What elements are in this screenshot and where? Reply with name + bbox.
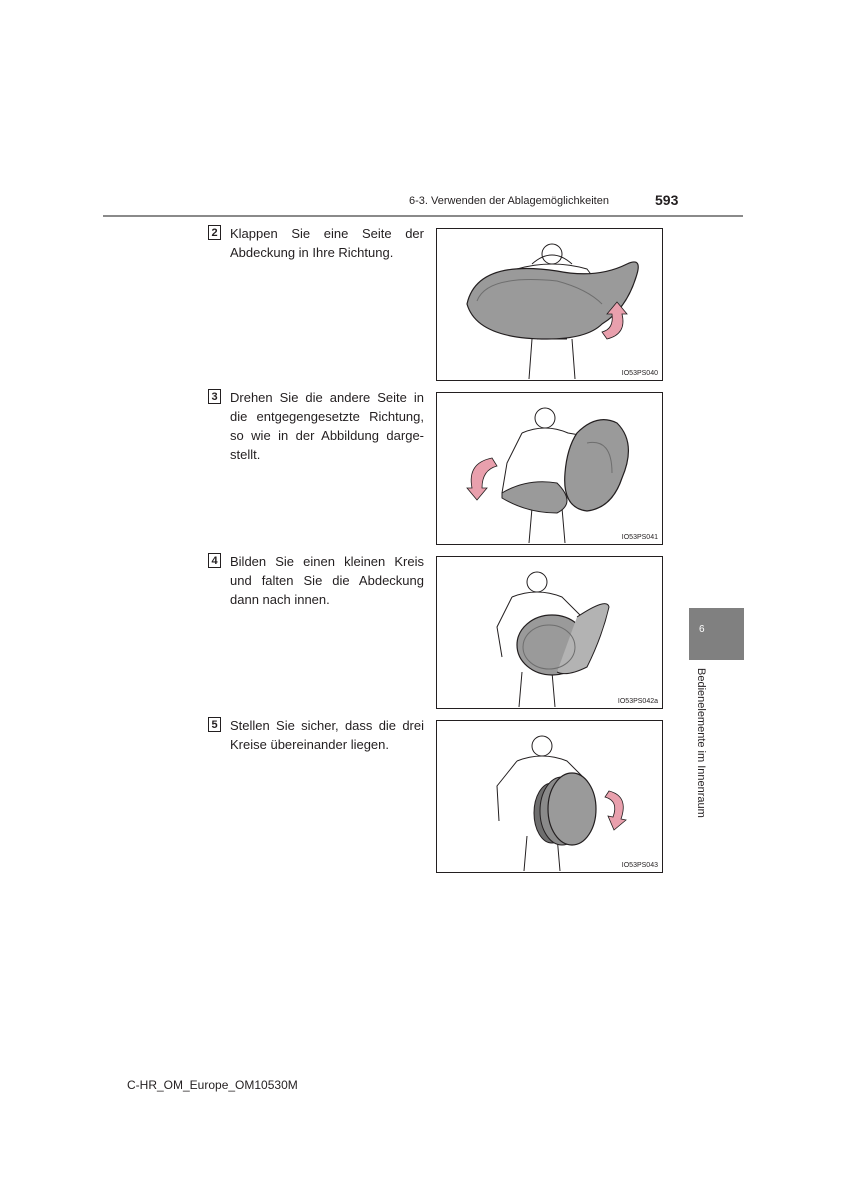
chapter-label: Bedienelemente im Innenraum — [695, 668, 707, 818]
figure-step-2 — [436, 228, 663, 381]
step-number-badge: 4 — [208, 553, 221, 568]
step-instruction: Bilden Sie einen kleinen Kreis und falten Sie die Abdeckung dann nach innen. — [230, 554, 424, 607]
page-number: 593 — [655, 192, 679, 208]
figure-step-5 — [436, 720, 663, 873]
step-instruction: Stellen Sie sicher, dass die drei Kreise übereinander liegen. — [230, 718, 424, 752]
step-number-badge: 2 — [208, 225, 221, 240]
figure-step-4 — [436, 556, 663, 709]
step-instruction: Klappen Sie eine Seite der Abdeckung in Ihre Richtung. — [230, 226, 424, 260]
figure-code: IO53PS042a — [617, 698, 658, 705]
footer-document-id: C-HR_OM_Europe_OM10530M — [127, 1078, 298, 1092]
illustration-twist-other-side — [437, 393, 662, 544]
chapter-tab[interactable] — [689, 608, 744, 660]
step-number-badge: 5 — [208, 717, 221, 732]
figure-code: IO53PS040 — [621, 370, 658, 377]
illustration-three-circles-stacked — [437, 721, 662, 872]
step-instruction: Drehen Sie die andere Seite in die entgegengesetzte Richtung, so wie in der Abbildung darge-stellt. — [230, 390, 424, 462]
illustration-fold-side-toward — [437, 229, 662, 380]
chapter-number: 6 — [699, 624, 705, 635]
figure-code: IO53PS043 — [621, 862, 658, 869]
figure-code: IO53PS041 — [621, 534, 658, 541]
step-number-badge: 3 — [208, 389, 221, 404]
illustration-small-circle-fold — [437, 557, 662, 708]
figure-step-3 — [436, 392, 663, 545]
header-section-title: 6-3. Verwenden der Ablagemöglichkeiten — [409, 195, 609, 207]
header-rule — [103, 215, 743, 217]
